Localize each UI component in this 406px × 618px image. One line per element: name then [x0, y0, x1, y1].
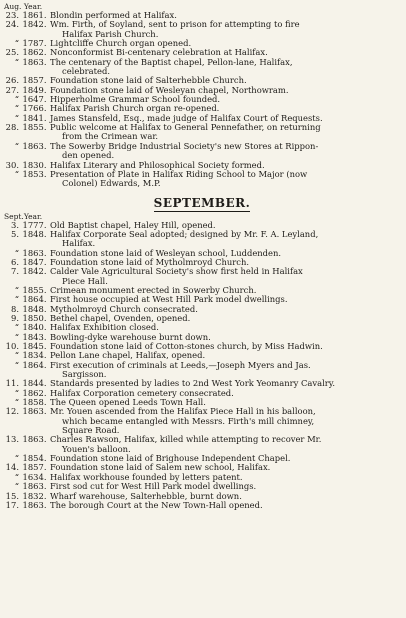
entry-year: 1841.: [22, 112, 47, 123]
entry-line: Youen's balloon.: [62, 443, 131, 454]
entry-line: The centenary of the Baptist chapel, Pellon-lane, Halifax,: [50, 56, 293, 67]
entry-line: Foundation stone laid of Mytholmroyd Church.: [50, 256, 250, 267]
entry-year: 1863.: [22, 140, 47, 151]
entry-year: 1864.: [22, 359, 47, 370]
entry-line: Mr. Youen ascended from the Halifax Piece Hall in his balloon,: [50, 406, 316, 417]
entry-year: 1777.: [22, 219, 47, 230]
entry-line: Calder Vale Agricultural Society's show first held in Halifax: [50, 266, 303, 277]
entry-line: Crimean monument erected in Sowerby Church.: [50, 284, 257, 295]
entry-line: Halifax Parish Church.: [62, 28, 159, 39]
entry-day: “: [14, 168, 19, 179]
entry-day: 27.: [5, 84, 19, 95]
entry-line: Piece Hall.: [62, 275, 108, 286]
entry-year: 1847.: [22, 256, 47, 267]
entry-description: [50, 123, 400, 142]
entry-line: First sod cut for West Hill Park model dwellings.: [50, 481, 257, 492]
entry-day: “: [14, 284, 19, 295]
september-entries: [4, 221, 400, 511]
entry-year: 1766.: [22, 103, 47, 114]
entry-line: Public welcome at Halifax to General Pennefather, on returning: [50, 122, 321, 133]
entry-day: “: [14, 94, 19, 105]
entry-line: Wm. Firth, of Soyland, sent to prison for attempting to fire: [50, 19, 300, 30]
entry-line: Sargisson.: [62, 369, 107, 380]
entry-year: 1849.: [22, 84, 47, 95]
entry-day: 23.: [5, 10, 19, 20]
entry-description: [50, 361, 400, 380]
entry-line: Halifax Corporate Seal adopted; designed by Mr. F. A. Leyland,: [50, 228, 319, 239]
entry-year: 1853.: [22, 168, 47, 179]
entry-row: [4, 407, 400, 435]
entry-day: “: [14, 481, 19, 492]
entry-year: 1862.: [22, 47, 47, 58]
entry-year: 1830.: [22, 159, 47, 170]
entry-day: 26.: [5, 75, 19, 86]
entry-year: 1843.: [22, 331, 47, 342]
entry-line: Foundation stone laid of Salem new school, Halifax.: [50, 462, 271, 473]
entry-description: [50, 230, 400, 249]
entry-line: Foundation stone laid of Cotton-stones church, by Miss Hadwin.: [50, 341, 323, 351]
entry-day: 10.: [5, 341, 19, 351]
entry-line: Lightcliffe Church organ opened.: [50, 38, 192, 49]
entry-day: “: [14, 38, 19, 49]
entry-row: [4, 230, 400, 249]
entry-row: [4, 58, 400, 77]
entry-year: 1857.: [22, 75, 47, 86]
entry-line: Colonel) Edwards, M.P.: [62, 178, 161, 189]
entry-line: First house occupied at West Hill Park model dwellings.: [50, 294, 288, 305]
entry-year: 1864.: [22, 294, 47, 305]
month-heading: Sept.: [4, 211, 24, 221]
year-heading: Year.: [23, 2, 43, 11]
entry-line: Halifax.: [62, 238, 96, 249]
month-heading: Aug.: [4, 2, 22, 11]
entry-line: which became entangled with Messrs. Firth's mill chimney,: [62, 415, 315, 426]
entry-year: 1854.: [22, 453, 47, 464]
entry-description: [50, 58, 400, 77]
entry-line: Bowling-dyke warehouse burnt down.: [50, 331, 211, 342]
entry-row: [4, 267, 400, 286]
year-heading: Year.: [23, 211, 43, 221]
entry-day: 11.: [5, 378, 19, 389]
entry-line: Foundation stone laid of Salterhebble Church.: [50, 75, 247, 86]
entry-day: 3.: [11, 219, 19, 230]
entry-year: 1845.: [22, 341, 47, 351]
entry-year: 1858.: [22, 397, 47, 408]
entry-year: 1787.: [22, 38, 47, 49]
entry-line: den opened.: [62, 150, 115, 161]
entry-year: 1863.: [22, 434, 47, 445]
entry-year: 1863.: [22, 247, 47, 258]
entry-line: Halifax Parish Church organ re-opened.: [50, 103, 220, 114]
entry-day: “: [14, 140, 19, 151]
entry-year: 1850.: [22, 312, 47, 323]
entry-line: celebrated.: [62, 66, 110, 77]
entry-day: “: [14, 294, 19, 305]
entry-description: [50, 20, 400, 39]
entry-row: [4, 20, 400, 39]
entry-description: [50, 435, 400, 454]
entry-day: 24.: [5, 19, 19, 30]
entry-line: Foundation stone laid of Wesleyan school, Luddenden.: [50, 247, 282, 258]
entry-row: [4, 142, 400, 161]
entry-day: “: [14, 387, 19, 398]
entry-line: Halifax Literary and Philosophical Society formed.: [50, 159, 265, 170]
entry-description: [50, 267, 400, 286]
entry-day: 8.: [11, 303, 19, 314]
entry-line: Square Road.: [62, 425, 120, 436]
entry-year: 1842.: [22, 19, 47, 30]
entry-year: 1844.: [22, 378, 47, 389]
entry-description: [50, 170, 400, 189]
entry-year: 1834.: [22, 350, 47, 361]
entry-row: [4, 435, 400, 454]
entry-day: 9.: [11, 312, 19, 323]
entry-year: 1863.: [22, 499, 47, 510]
entry-day: 12.: [5, 406, 19, 417]
entry-year: 1855.: [22, 284, 47, 295]
entry-line: Hipperholme Grammar School founded.: [50, 94, 221, 105]
entry-line: The borough Court at the New Town-Hall opened.: [50, 499, 263, 510]
entry-year: 1863.: [22, 406, 47, 417]
entry-day: “: [14, 471, 19, 482]
entry-row: [4, 501, 400, 510]
september-title: SEPTEMBER.: [153, 195, 251, 210]
entry-year: 1857.: [22, 462, 47, 473]
entry-year: 1862.: [22, 387, 47, 398]
entry-line: Foundation stone laid of Wesleyan chapel, Northowram.: [50, 84, 289, 95]
entry-day: 5.: [11, 228, 19, 239]
entry-day: “: [14, 56, 19, 67]
entry-day: “: [14, 247, 19, 258]
entry-year: 1855.: [22, 122, 47, 133]
entry-day: 25.: [5, 47, 19, 58]
entry-day: 30.: [5, 159, 19, 170]
entry-day: “: [14, 112, 19, 123]
entry-line: from the Crimean war.: [62, 131, 159, 142]
entry-line: Halifax workhouse founded by letters patent.: [50, 471, 243, 482]
entry-description: [50, 407, 400, 435]
entry-row: [4, 123, 400, 142]
entry-year: 1848.: [22, 228, 47, 239]
entry-day: 28.: [5, 122, 19, 133]
entry-line: Presentation of Plate in Halifax Riding School to Major (now: [50, 168, 308, 179]
entry-line: Bethel chapel, Ovenden, opened.: [50, 312, 191, 323]
entry-year: 1647.: [22, 94, 47, 105]
entry-line: Halifax Exhibition closed.: [50, 322, 159, 333]
entry-day: “: [14, 453, 19, 464]
entry-line: Standards presented by ladies to 2nd West York Yeomanry Cavalry.: [50, 378, 336, 389]
entry-day: “: [14, 359, 19, 370]
entry-year: 1863.: [22, 56, 47, 67]
entry-day: “: [14, 331, 19, 342]
entry-year: 1832.: [22, 490, 47, 501]
entry-line: Old Baptist chapel, Haley Hill, opened.: [50, 219, 216, 230]
entry-description: [50, 142, 400, 161]
entry-day: 15.: [5, 490, 19, 501]
entry-day: 14.: [5, 462, 19, 473]
entry-row: [4, 361, 400, 380]
entry-line: Blondin performed at Halifax.: [50, 10, 177, 20]
entry-year: 1634.: [22, 471, 47, 482]
entry-line: The Sowerby Bridge Industrial Society's new Stores at Rippon-: [50, 140, 319, 151]
entry-line: Halifax Corporation cemetery consecrated.: [50, 387, 234, 398]
entry-day: “: [14, 322, 19, 333]
entry-row: [4, 170, 400, 189]
entry-year: 1840.: [22, 322, 47, 333]
entry-year: 1861.: [22, 10, 47, 20]
entry-year: 1848.: [22, 303, 47, 314]
entry-day: “: [14, 397, 19, 408]
entry-line: Foundation stone laid of Brighouse Independent Chapel.: [50, 453, 291, 464]
entry-day: 7.: [11, 266, 19, 277]
entry-description: [50, 501, 400, 510]
entry-line: Charles Rawson, Halifax, killed while attempting to recover Mr.: [50, 434, 322, 445]
entry-line: Wharf warehouse, Salterhebble, burnt down.: [50, 490, 242, 501]
entry-line: Nonconformist Bi-centenary celebration at Halifax.: [50, 47, 268, 58]
entry-year: 1863.: [22, 481, 47, 492]
entry-day: “: [14, 103, 19, 114]
entry-year: 1842.: [22, 266, 47, 277]
entry-day: 6.: [11, 256, 19, 267]
entry-day: 13.: [5, 434, 19, 445]
entry-line: The Queen opened Leeds Town Hall.: [50, 397, 206, 408]
entry-day: 17.: [5, 499, 19, 510]
entry-line: Mytholmroyd Church consecrated.: [50, 303, 198, 314]
entry-line: Pellon Lane chapel, Halifax, opened.: [50, 350, 206, 361]
august-entries: [4, 11, 400, 189]
entry-line: First execution of criminals at Leeds,—Joseph Myers and Jas.: [50, 359, 311, 370]
entry-day: “: [14, 350, 19, 361]
entry-line: James Stansfeld, Esq., made judge of Halifax Court of Requests.: [50, 112, 323, 123]
